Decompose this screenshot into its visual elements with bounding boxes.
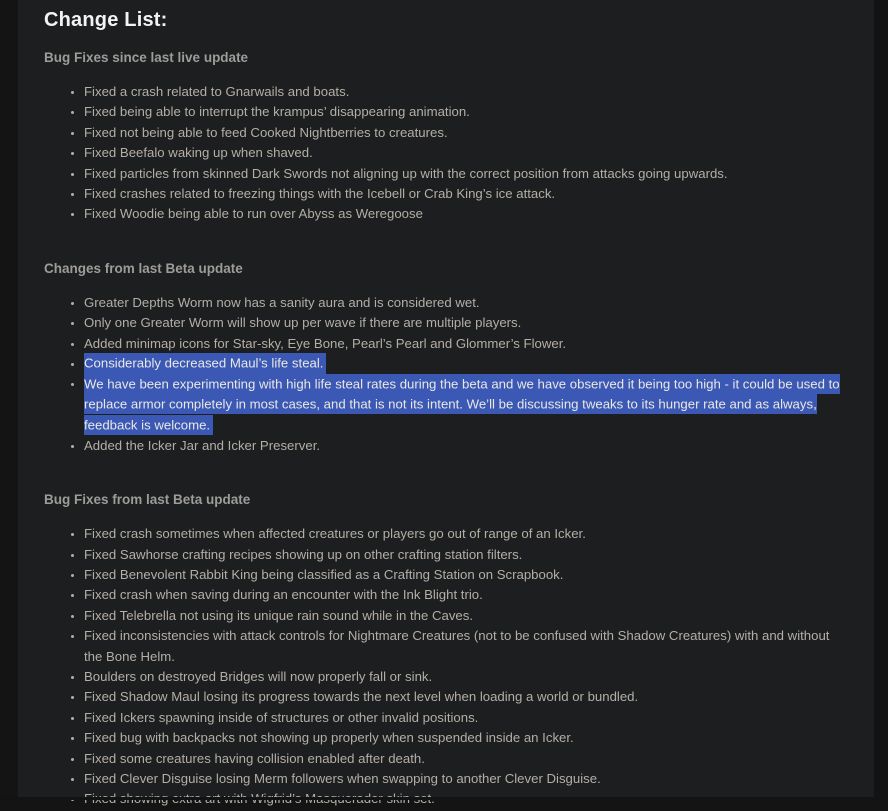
list-item: • Fixed not being able to feed Cooked Nightberries to creatures.	[84, 123, 844, 143]
list-item: • Fixed Ickers spawning inside of structures or other invalid positions.	[84, 708, 844, 728]
list-item: • Fixed bug with backpacks not showing up properly when suspended inside an Icker.	[84, 728, 844, 748]
list-item: • Fixed Beefalo waking up when shaved.	[84, 143, 844, 163]
list-item: • Fixed Clever Disguise losing Merm followers when swapping to another Clever Disguise.	[84, 769, 844, 789]
list-item: • Fixed a crash related to Gnarwails and boats.	[84, 82, 844, 102]
list-item: • Fixed some creatures having collision enabled after death.	[84, 749, 844, 769]
changelog-section	[44, 261, 844, 456]
list-item: • Fixed crashes related to freezing things with the Icebell or Crab King’s ice attack.	[84, 184, 844, 204]
section-heading: Changes from last Beta update	[44, 260, 243, 276]
list-item: • Boulders on destroyed Bridges will now properly fall or sink.	[84, 667, 844, 687]
list-item: • Fixed being able to interrupt the krampus’ disappearing animation.	[84, 102, 844, 122]
section-list	[44, 82, 844, 225]
list-item: • Fixed crash sometimes when affected creatures or players go out of range of an Icker.	[84, 524, 844, 544]
changelog-content	[18, 0, 874, 797]
list-item: • Fixed inconsistencies with attack controls for Nightmare Creatures (not to be confused with Shadow Creatures) with and without the Bone Helm.	[84, 626, 844, 667]
section-heading: Bug Fixes since last live update	[44, 50, 249, 65]
page-title: Change List:	[44, 9, 168, 31]
page-edge-bottom	[0, 797, 888, 800]
list-item: • Greater Depths Worm now has a sanity aura and is considered wet.	[84, 293, 844, 313]
list-item: • Fixed crash when saving during an encounter with the Ink Blight trio.	[84, 585, 844, 605]
list-item: • Fixed Sawhorse crafting recipes showing up on other crafting station filters.	[84, 545, 844, 565]
selected-text: Considerably decreased Maul’s life steal.	[84, 353, 326, 373]
list-item	[84, 354, 844, 374]
section-heading: Bug Fixes from last Beta update	[44, 492, 251, 508]
list-item	[84, 374, 844, 435]
changelog-section	[44, 50, 844, 225]
list-item: • Fixed Woodie being able to run over Abyss as Weregoose	[84, 204, 844, 224]
list-item: • Only one Greater Worm will show up per wave if there are multiple players.	[84, 313, 844, 333]
changelog-section	[44, 492, 844, 810]
list-item: • Added minimap icons for Star-sky, Eye Bone, Pearl’s Pearl and Glommer’s Flower.	[84, 334, 844, 354]
section-list	[44, 524, 844, 810]
list-item: • Added the Icker Jar and Icker Preserver.	[84, 436, 844, 456]
list-item: • Fixed Telebrella not using its unique rain sound while in the Caves.	[84, 606, 844, 626]
changelog-sections	[44, 50, 844, 810]
list-item: • Fixed Shadow Maul losing its progress towards the next level when loading a world or bundled.	[84, 687, 844, 707]
page-edge-left	[0, 0, 18, 800]
selected-text: We have been experimenting with high life steal rates during the beta and we have observed it being too high - it could be used to replace armor completely in most cases, and that is not its intent. We’ll be discussing tweaks to its hunger rate and as always, feedback is welcome.	[84, 374, 840, 435]
scrollbar-track[interactable]	[874, 0, 888, 800]
list-item: • Fixed Benevolent Rabbit King being classified as a Crafting Station on Scrapbook.	[84, 565, 844, 585]
list-item: • Fixed particles from skinned Dark Swords not aligning up with the correct position from attacks going upwards.	[84, 164, 844, 184]
section-list	[44, 293, 844, 456]
